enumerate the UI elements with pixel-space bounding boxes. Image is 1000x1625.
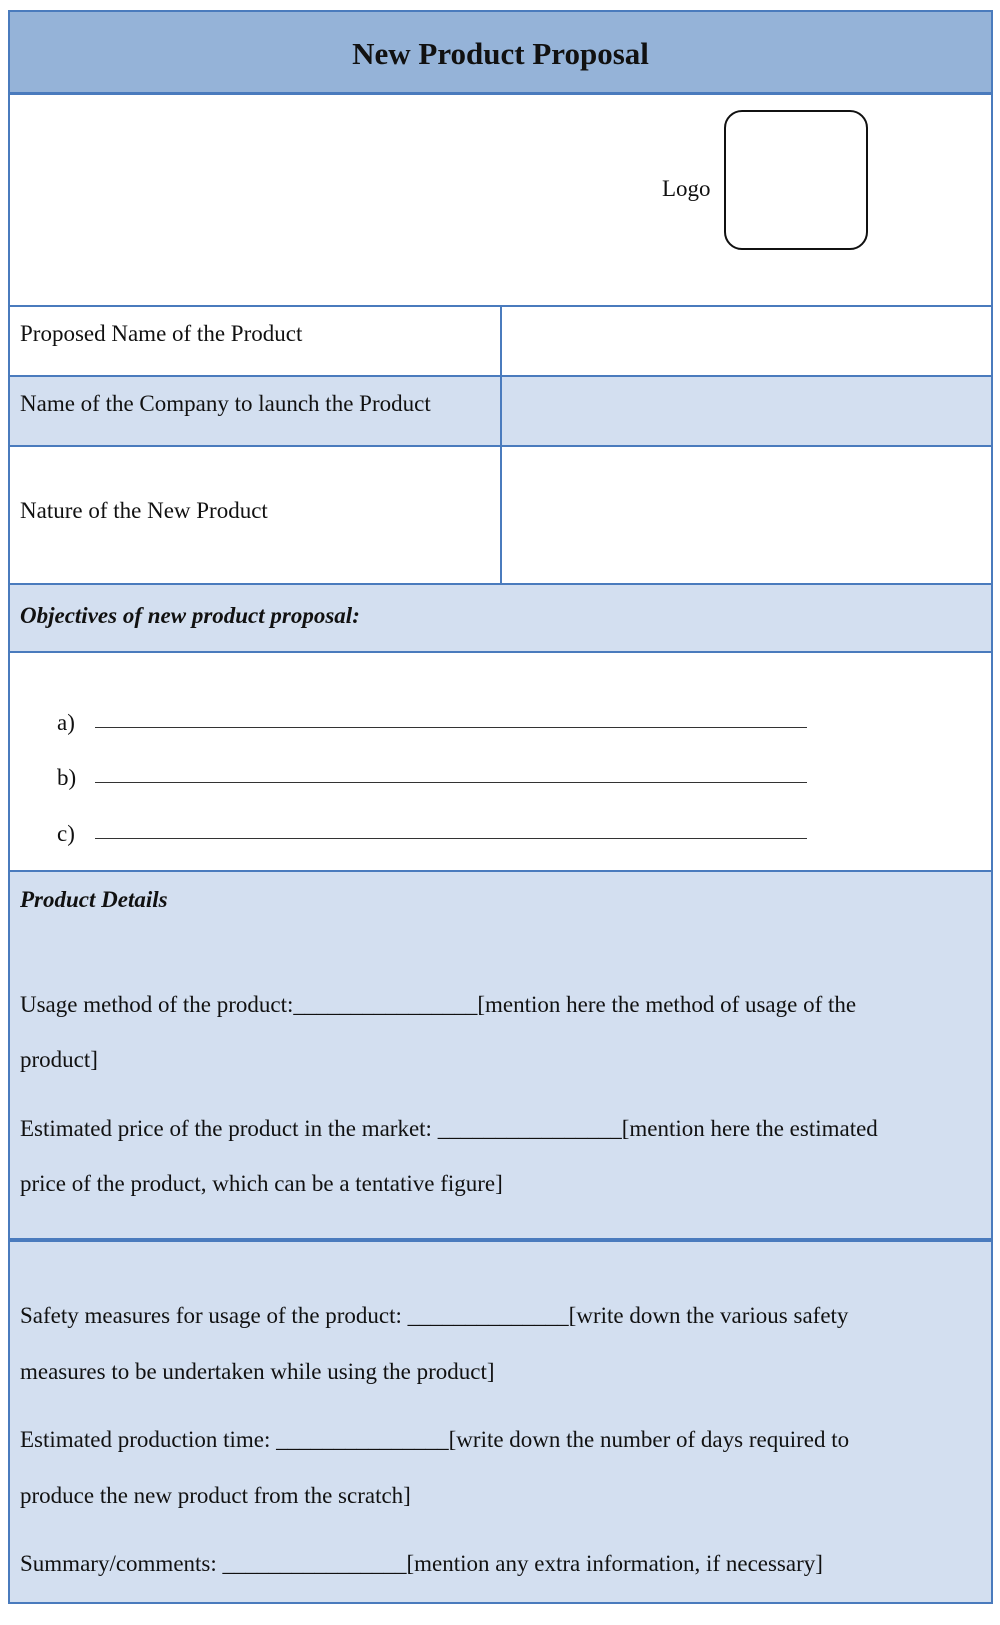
objective-b-line[interactable] — [95, 782, 807, 783]
objective-a-line[interactable] — [95, 727, 807, 728]
objectives-heading: Objectives of new product proposal: — [20, 603, 360, 628]
company-name-label: Name of the Company to launch the Product — [20, 391, 431, 416]
estimated-price-text-cont: price of the product, which can be a tentative figure] — [20, 1171, 503, 1196]
safety-measures-text: Safety measures for usage of the product: ______________[write down the various safety — [20, 1303, 849, 1328]
column-divider — [500, 305, 502, 585]
product-name-label: Proposed Name of the Product — [20, 321, 303, 346]
objective-c-line[interactable] — [95, 838, 807, 839]
safety-measures-text-cont: measures to be undertaken while using the product] — [20, 1359, 495, 1384]
objective-a-label: a) — [57, 710, 75, 735]
objective-b-label: b) — [57, 765, 77, 790]
company-name-field[interactable] — [510, 377, 991, 445]
production-time-text: Estimated production time: _______________[write down the number of days required to — [20, 1427, 850, 1452]
summary-comments-text: Summary/comments: ________________[mention any extra information, if necessary] — [20, 1551, 823, 1576]
divider — [10, 92, 991, 95]
nature-field[interactable] — [510, 447, 991, 583]
usage-method-text-cont: product] — [20, 1047, 98, 1072]
additional-info-box — [8, 1240, 993, 1604]
divider — [10, 651, 991, 653]
estimated-price-text: Estimated price of the product in the market: ________________[mention here the estimated — [20, 1116, 878, 1141]
nature-label: Nature of the New Product — [20, 498, 268, 523]
product-name-field[interactable] — [510, 307, 991, 375]
product-details-heading: Product Details — [20, 887, 168, 912]
page-title: New Product Proposal — [352, 36, 649, 71]
proposal-form — [8, 10, 993, 1240]
form-header — [10, 12, 991, 92]
usage-method-text: Usage method of the product:________________[mention here the method of usage of the — [20, 992, 857, 1017]
logo-label: Logo — [662, 176, 711, 201]
production-time-text-cont: produce the new product from the scratch] — [20, 1483, 411, 1508]
logo-placeholder — [724, 110, 868, 250]
objective-c-label: c) — [57, 821, 75, 846]
